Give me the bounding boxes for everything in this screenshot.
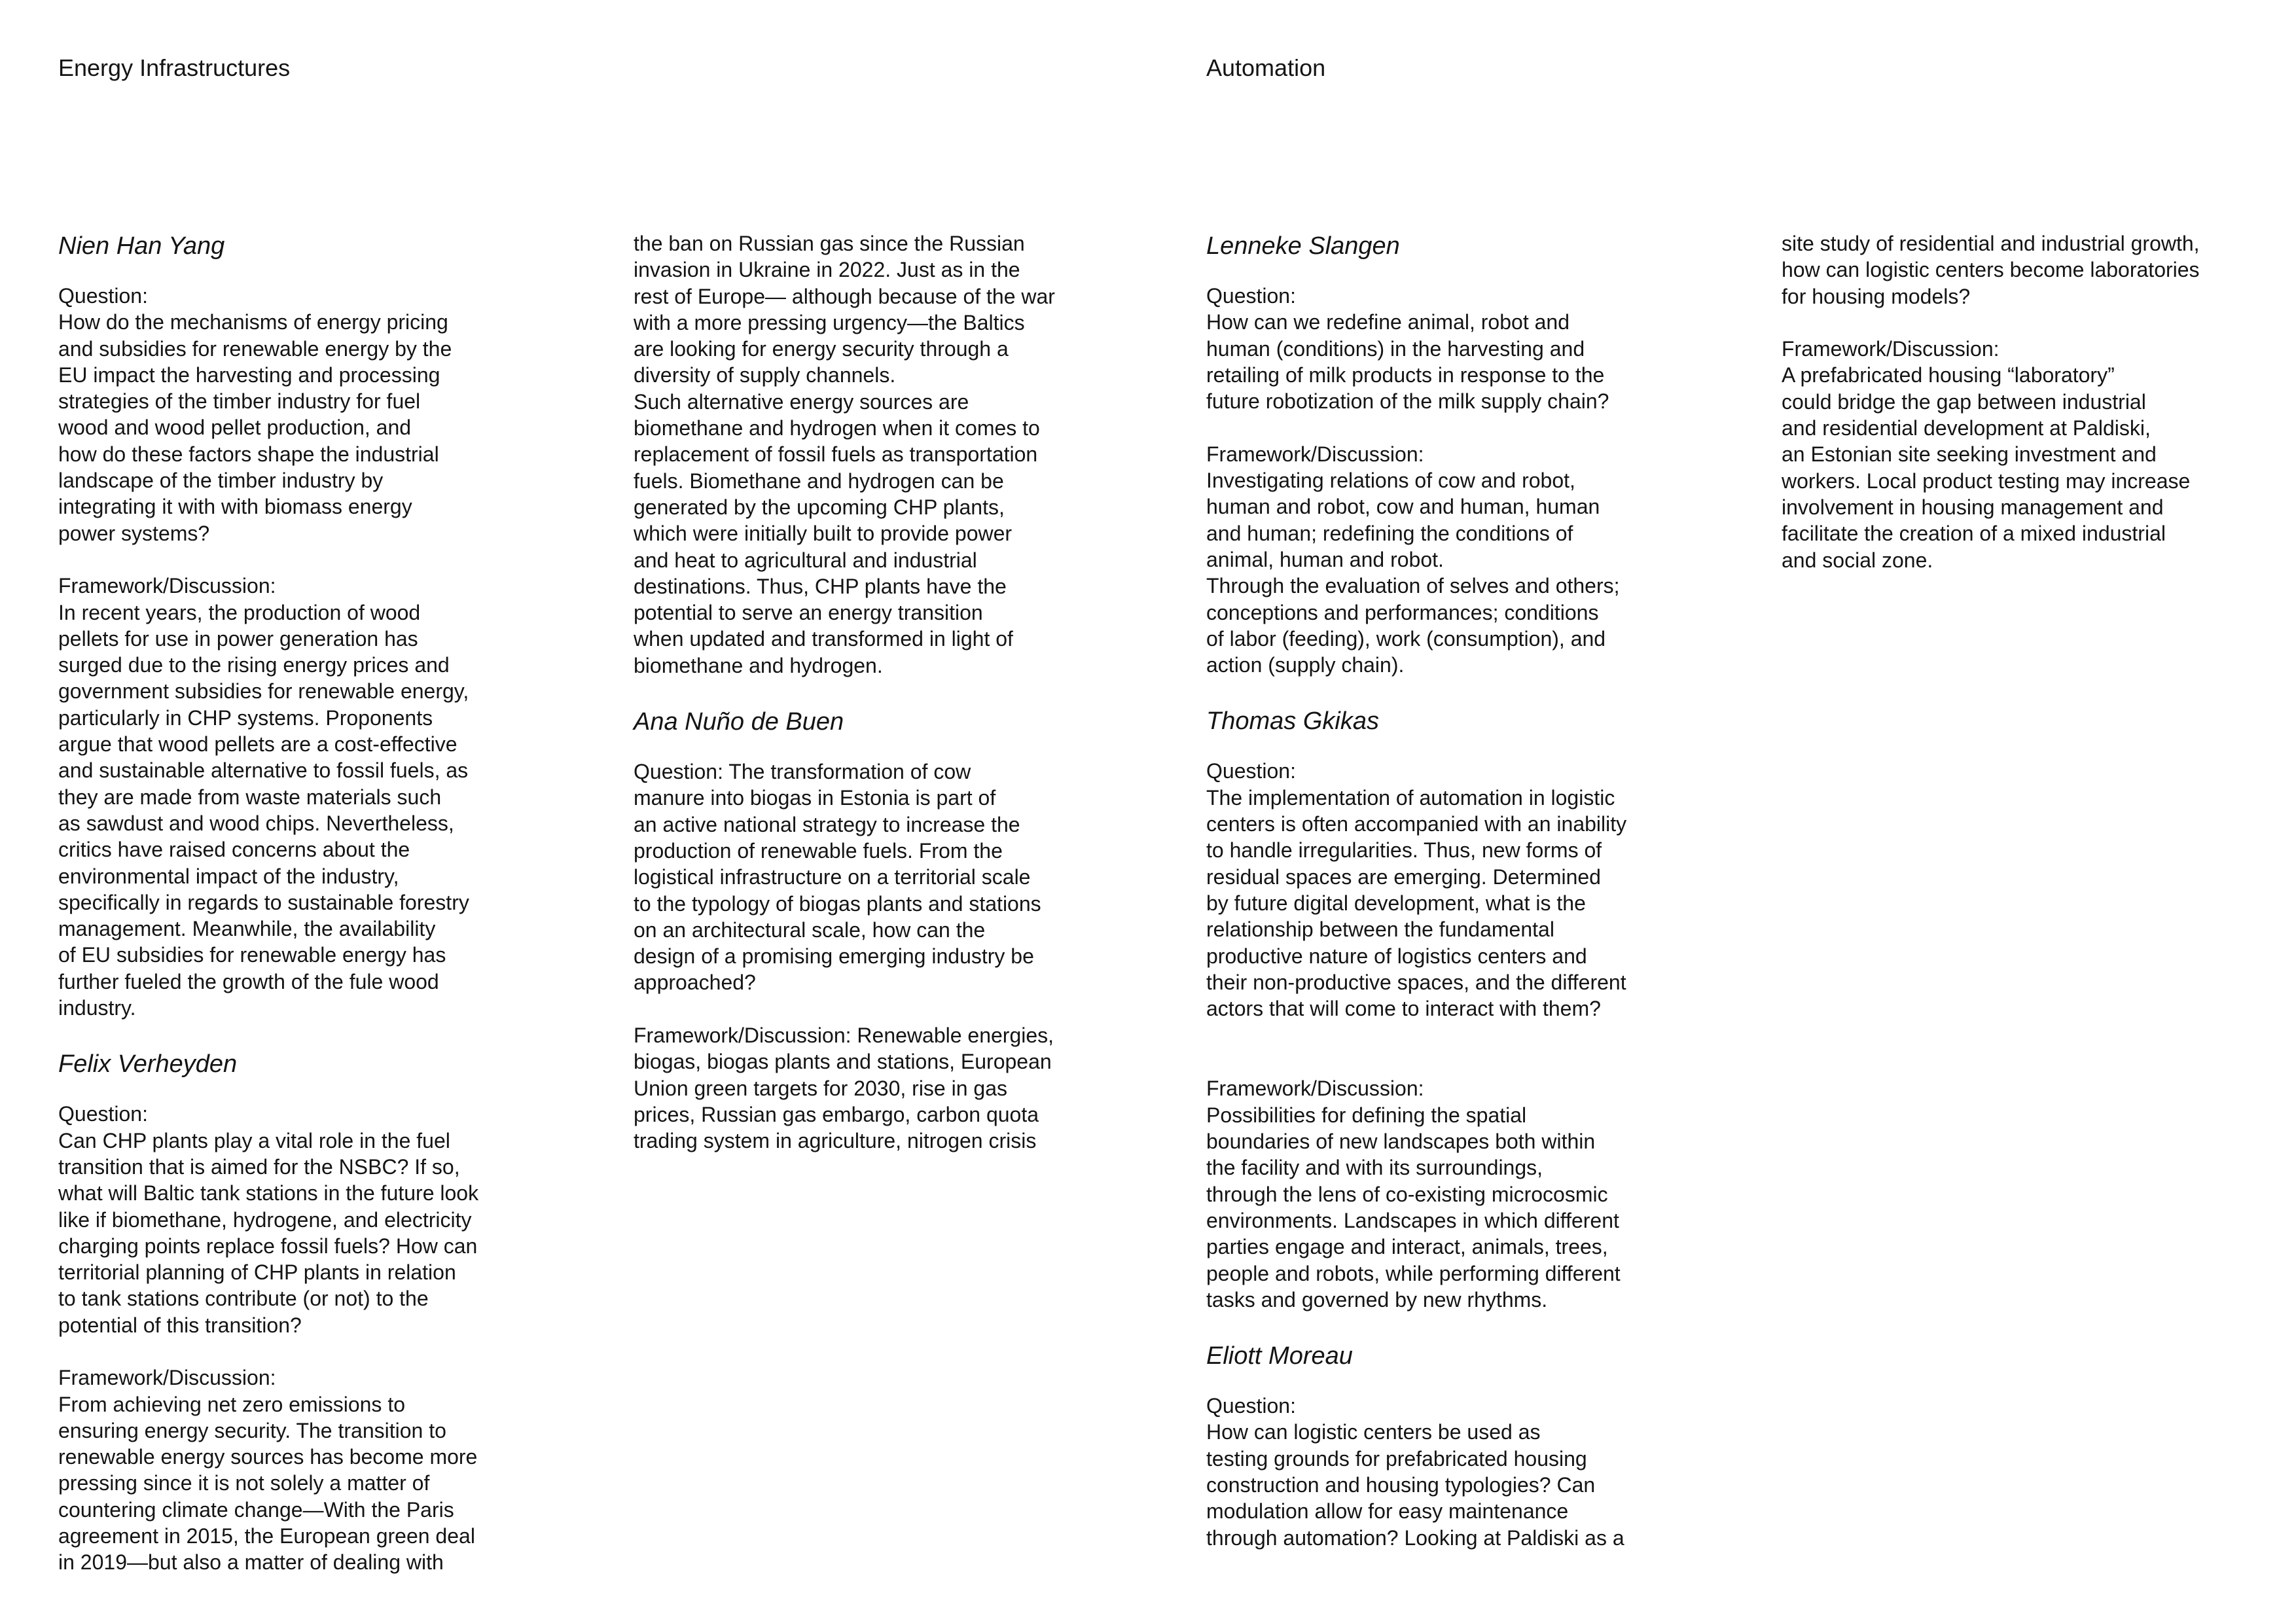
entry-author: Lenneke Slangen xyxy=(1206,232,1400,260)
entry-author: Ana Nuño de Buen xyxy=(634,708,844,736)
framework-text-continued: the ban on Russian gas since the Russian invasion in Ukraine in 2022. Just as in the rest of Europe— although because of the war with a more pressing urgency—the Baltics are looking for energy security through a diversity of supply channels. Such alternative energy sources are biomethane and hydrogen when it comes to replacement of fossil fuels as transportation fuels. Biomethane and hydrogen can be generated by the upcoming CHP plants, which were initially built to provide power and heat to agricultural and industrial destinations. Thus, CHP plants have the potential to serve an energy transition when updated and transformed in light of biomethane and hydrogen. xyxy=(634,232,1055,677)
entry-felix-verheyden xyxy=(58,1048,556,1575)
entry-author: Thomas Gkikas xyxy=(1206,707,1379,736)
question-text: The implementation of automation in logistic centers is often accompanied with an inability to handle irregularities. Thus, new forms of residual spaces are emerging. Determined by future digital development, what is the relationship between the fundamental productive nature of logistics centers and their non-productive spaces, and the different actors that will come to interact with them? xyxy=(1206,785,1627,1021)
framework-text: Investigating relations of cow and robot, human and robot, cow and human, human and human; redefining the conditions of animal, human and robot. Through the evaluation of selves and others; conceptions and performances; conditions of labor (feeding), work (consumption), and action (supply chain). xyxy=(1206,469,1620,677)
framework-text: Possibilities for defining the spatial boundaries of new landscapes both within the facility and with its surroundings, through the lens of co-existing microcosmic environments. Landscapes in which different parties engage and interact, animals, trees, people and robots, while performing different tasks and governed by new rhythms. xyxy=(1206,1103,1621,1311)
question-label: Question: xyxy=(58,1102,148,1126)
question-label: Question: xyxy=(1206,1394,1296,1418)
entry-eliott-moreau xyxy=(1206,1340,1704,1551)
question-text: Can CHP plants play a vital role in the fuel transition that is aimed for the NSBC? If so, what will Baltic tank stations in the future look like if biomethane, hydrogene, and electricity charging points replace fossil fuels? How can territorial planning of CHP plants in relation to tank stations contribute (or not) to the potential of this transition? xyxy=(58,1128,479,1337)
question-label: Question: xyxy=(1206,284,1296,308)
framework-text: In recent years, the production of wood pellets for use in power generation has surged due to the rising energy prices and government subsidies for renewable energy, particularly in CHP systems. Proponents argue that wood pellets are a cost-effective and sustainable alternative to fossil fuels, as they are made from waste materials such as sawdust and wood chips. Nevertheless, critics have raised concerns about the environmental impact of the industry, specifically in regards to sustainable forestry management. Meanwhile, the availability of EU subsidies for renewable energy has further fueled the growth of the fule wood industry. xyxy=(58,600,469,1020)
column-3 xyxy=(1206,230,1704,1551)
entry-nien-han-yang xyxy=(58,230,556,1021)
question-label: Question: xyxy=(1206,759,1296,783)
entry-author: Felix Verheyden xyxy=(58,1050,238,1079)
entry-thomas-gkikas xyxy=(1206,705,1704,1313)
question-label: Question: xyxy=(58,284,148,308)
framework-label: Framework/Discussion: xyxy=(1206,1077,1424,1101)
column-4 xyxy=(1782,230,2279,573)
framework-text: A prefabricated housing “laboratory” could bridge the gap between industrial and residential development at Paldiski, an Estonian site seeking investment and workers. Local product testing may increase involvement in housing management and facilitate the creation of a mixed industrial and social zone. xyxy=(1782,363,2191,572)
entry-lenneke-slangen xyxy=(1206,230,1704,678)
column-1 xyxy=(58,230,556,1576)
question-text: How can we redefine animal, robot and human (conditions) in the harvesting and retailing of milk products in response to the future robotization of the milk supply chain? xyxy=(1206,310,1609,414)
question-text: How can logistic centers be used as testing grounds for prefabricated housing construction and housing typologies? Can modulation allow for easy maintenance through automation? Looking at Paldiski as a xyxy=(1206,1420,1624,1550)
framework-label: Framework/Discussion: xyxy=(1782,337,2000,361)
framework-label: Framework/Discussion: xyxy=(1206,442,1424,466)
entry-author: Nien Han Yang xyxy=(58,232,225,260)
framework-text: Framework/Discussion: Renewable energies, biogas, biogas plants and stations, European Union green targets for 2030, rise in gas prices, Russian gas embargo, carbon quota trading system in agriculture, nitrogen crisis xyxy=(634,1024,1054,1153)
question-text: Question: The transformation of cow manure into biogas in Estonia is part of an active national strategy to increase the production of renewable fuels. From the logistical infrastructure on a territorial scale to the typology of biogas plants and stations on an architectural scale, how can the design of a promising emerging industry be approached? xyxy=(634,760,1041,995)
section-heading-energy-infrastructures: Energy Infrastructures xyxy=(58,54,291,81)
framework-label: Framework/Discussion: xyxy=(58,1366,276,1390)
column-2 xyxy=(634,230,1131,1154)
question-text-continued: site study of residential and industrial growth, how can logistic centers become laboratories for housing models? xyxy=(1782,232,2200,308)
entry-author: Eliott Moreau xyxy=(1206,1342,1353,1370)
framework-text: From achieving net zero emissions to ensuring energy security. The transition to renewable energy sources has become more pressing since it is not solely a matter of countering climate change—With the Paris agreement in 2015, the European green deal in 2019—but also a matter of dealing with xyxy=(58,1392,478,1575)
section-heading-automation: Automation xyxy=(1206,54,1326,81)
entry-ana-nuno-de-buen xyxy=(634,706,1131,1154)
framework-label: Framework/Discussion: xyxy=(58,574,276,598)
question-text: How do the mechanisms of energy pricing and subsidies for renewable energy by the EU impact the harvesting and processing strategies of the timber industry for fuel wood and wood pellet production, and how do these factors shape the industrial landscape of the timber industry by integrating it with with biomass energy power systems? xyxy=(58,310,452,545)
